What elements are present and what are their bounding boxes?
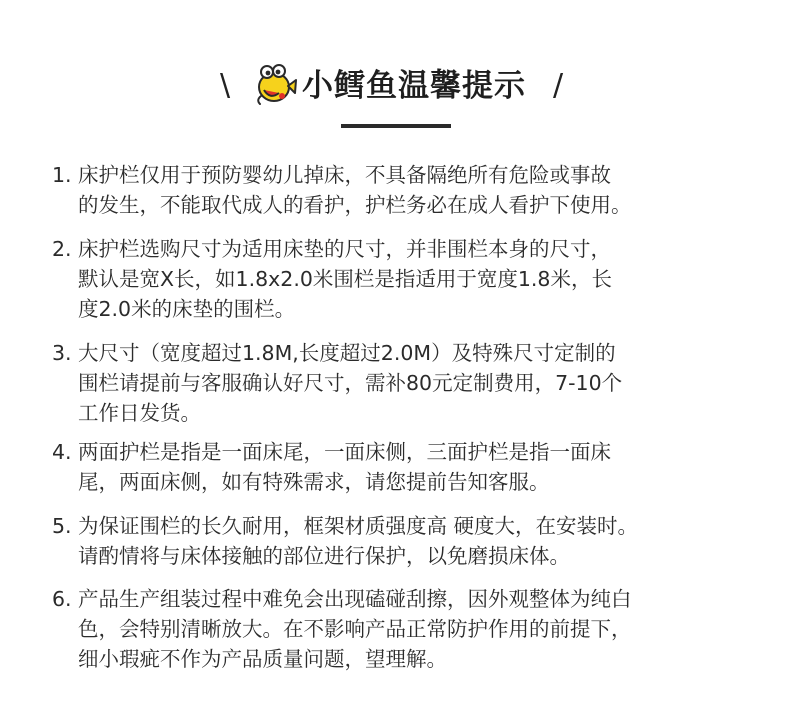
tip-line: 色，会特别清晰放大。在不影响产品正常防护作用的前提下， (78, 617, 632, 641)
title-underline (341, 124, 451, 128)
tip-item-3 (52, 338, 752, 428)
tip-item-1 (52, 160, 752, 220)
fish-mascot-icon (252, 60, 298, 108)
left-slash: \ (220, 68, 231, 103)
tip-line: 度2.0米的床垫的围栏。 (78, 297, 296, 321)
tip-line: 床护栏仅用于预防婴幼儿掉床，不具备隔绝所有危险或事故 (78, 163, 611, 187)
tip-line: 请酌情将与床体接触的部位进行保护，以免磨损床体。 (78, 544, 570, 568)
right-slash: / (553, 68, 564, 103)
tip-line: 为保证围栏的长久耐用，框架材质强度高 硬度大，在安装时。 (78, 514, 639, 538)
tip-line: 默认是宽X长，如1.8x2.0米围栏是指适用于宽度1.8米，长 (78, 267, 612, 291)
tip-item-5 (52, 511, 752, 571)
tip-number: 4. (52, 440, 72, 464)
tip-item-6 (52, 584, 752, 674)
tip-item-4 (52, 437, 752, 497)
tip-line: 细小瑕疵不作为产品质量问题，望理解。 (78, 647, 447, 671)
tip-line: 两面护栏是指是一面床尾，一面床侧，三面护栏是指一面床 (78, 440, 611, 464)
tip-line: 大尺寸（宽度超过1.8M,长度超过2.0M）及特殊尺寸定制的 (78, 341, 616, 365)
tip-line: 的发生，不能取代成人的看护，护栏务必在成人看护下使用。 (78, 193, 632, 217)
tip-number: 2. (52, 237, 72, 261)
tip-line: 围栏请提前与客服确认好尺寸，需补80元定制费用，7-10个 (78, 371, 623, 395)
tip-number: 1. (52, 163, 72, 187)
tip-number: 3. (52, 341, 72, 365)
header (0, 58, 790, 114)
tip-line: 工作日发货。 (78, 401, 201, 425)
tip-line: 床护栏选购尺寸为适用床垫的尺寸，并非围栏本身的尺寸， (78, 237, 611, 261)
tip-line: 尾，两面床侧，如有特殊需求，请您提前告知客服。 (78, 470, 550, 494)
tip-line: 产品生产组装过程中难免会出现磕碰刮擦，因外观整体为纯白 (78, 587, 632, 611)
tip-number: 5. (52, 514, 72, 538)
page-title: 小鳕鱼温馨提示 (302, 68, 526, 104)
tip-item-2 (52, 234, 752, 324)
tip-number: 6. (52, 587, 72, 611)
